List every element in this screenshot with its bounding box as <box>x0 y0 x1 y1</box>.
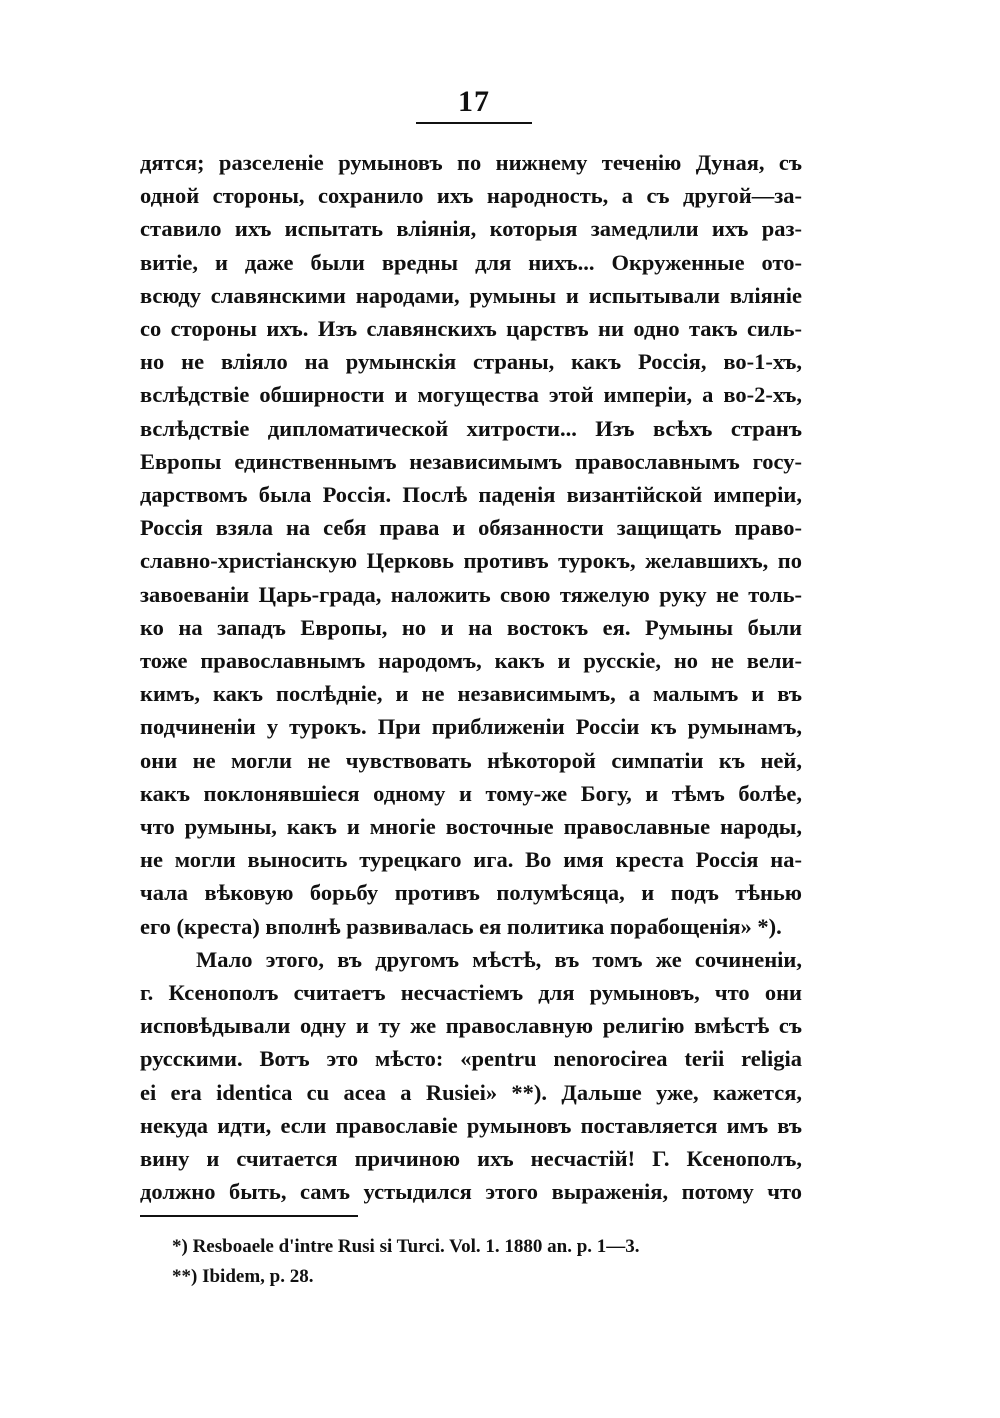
text-line: чала вѣковую борьбу противъ полумѣсяца, и подъ тѣнью <box>140 880 802 906</box>
text-line: тоже православнымъ народомъ, какъ и русскіе, но не вели- <box>140 648 802 673</box>
text-line: какъ поклонявшіеся одному и тому-же Богу, и тѣмъ болѣе, <box>140 780 802 806</box>
text-line: они не могли не чувствовать нѣкоторой симпатіи къ ней, <box>140 747 802 773</box>
text-line: исповѣдывали одну и ту же православную религію вмѣстѣ съ <box>140 1013 802 1039</box>
page-number: 17 <box>458 85 490 118</box>
text-line: дарствомъ была Россія. Послѣ паденія византійской имперіи, <box>140 482 802 507</box>
text-line: кимъ, какъ послѣдніе, и не независимымъ, а малымъ и въ <box>140 681 802 707</box>
text-line: что румыны, какъ и многіе восточные православные народы, <box>140 814 802 839</box>
text-line: одной стороны, сохранило ихъ народность, а съ другой—за- <box>140 183 802 209</box>
text-line: Мало этого, въ другомъ мѣстѣ, въ томъ же сочиненіи, <box>196 946 802 972</box>
text-line: но не вліяло на румынскія страны, какъ Россія, во-1-хъ, <box>140 349 802 375</box>
text-line: ко на западъ Европы, но и на востокъ ея. Румыны были <box>140 614 802 640</box>
footnote: **) Ibidem, p. 28. <box>172 1266 314 1287</box>
text-line: некуда идти, если православіе румыновъ поставляется имъ въ <box>140 1112 802 1138</box>
text-line: ei era identica cu acea a Rusiei» **). Дальше уже, кажется, <box>140 1079 802 1105</box>
page-number-rule <box>416 122 532 124</box>
footnote: *) Resboaele d'intre Rusi si Turci. Vol. 1. 1880 an. p. 1—3. <box>172 1236 640 1257</box>
text-line: дятся; разселеніе румыновъ по нижнему теченію Дуная, съ <box>140 150 802 175</box>
text-line: витіе, и даже были вредны для нихъ... Окруженные ото- <box>140 249 802 275</box>
text-line: Европы единственнымъ независимымъ православнымъ госу- <box>140 448 802 474</box>
text-line: ставило ихъ испытать вліянія, которыя замедлили ихъ раз- <box>140 216 802 242</box>
text-line: г. Ксенополъ считаетъ несчастіемъ для румыновъ, что они <box>140 980 802 1005</box>
text-line: всюду славянскими народами, румыны и испытывали вліяніе <box>140 282 802 308</box>
text-line: завоеваніи Царь-града, наложить свою тяжелую руку не толь- <box>140 581 802 607</box>
text-line: подчиненіи у турокъ. При приближеніи Россіи къ румынамъ, <box>140 714 802 740</box>
text-line: вслѣдствіе обширности и могущества этой имперіи, а во-2-хъ, <box>140 382 802 408</box>
text-line: его (креста) вполнѣ развивалась ея политика порабощенія» *). <box>140 913 782 939</box>
text-line: Россія взяла на себя права и обязанности защищать право- <box>140 515 802 541</box>
text-line: русскими. Вотъ это мѣсто: «pentru nenorocirea terii religia <box>140 1046 802 1072</box>
text-line: со стороны ихъ. Изъ славянскихъ царствъ ни одно такъ силь- <box>140 316 802 341</box>
text-line: вину и считается причиною ихъ несчастій! Г. Ксенополъ, <box>140 1146 802 1171</box>
text-line: вслѣдствіе дипломатической хитрости... Изъ всѣхъ странъ <box>140 415 802 441</box>
text-line: не могли выносить турецкаго ига. Во имя креста Россія на- <box>140 847 802 873</box>
footnote-rule <box>140 1215 358 1217</box>
text-line: славно-христіанскую Церковь противъ турокъ, желавшихъ, по <box>140 548 802 574</box>
text-line: должно быть, самъ устыдился этого выраженія, потому что <box>140 1179 802 1205</box>
